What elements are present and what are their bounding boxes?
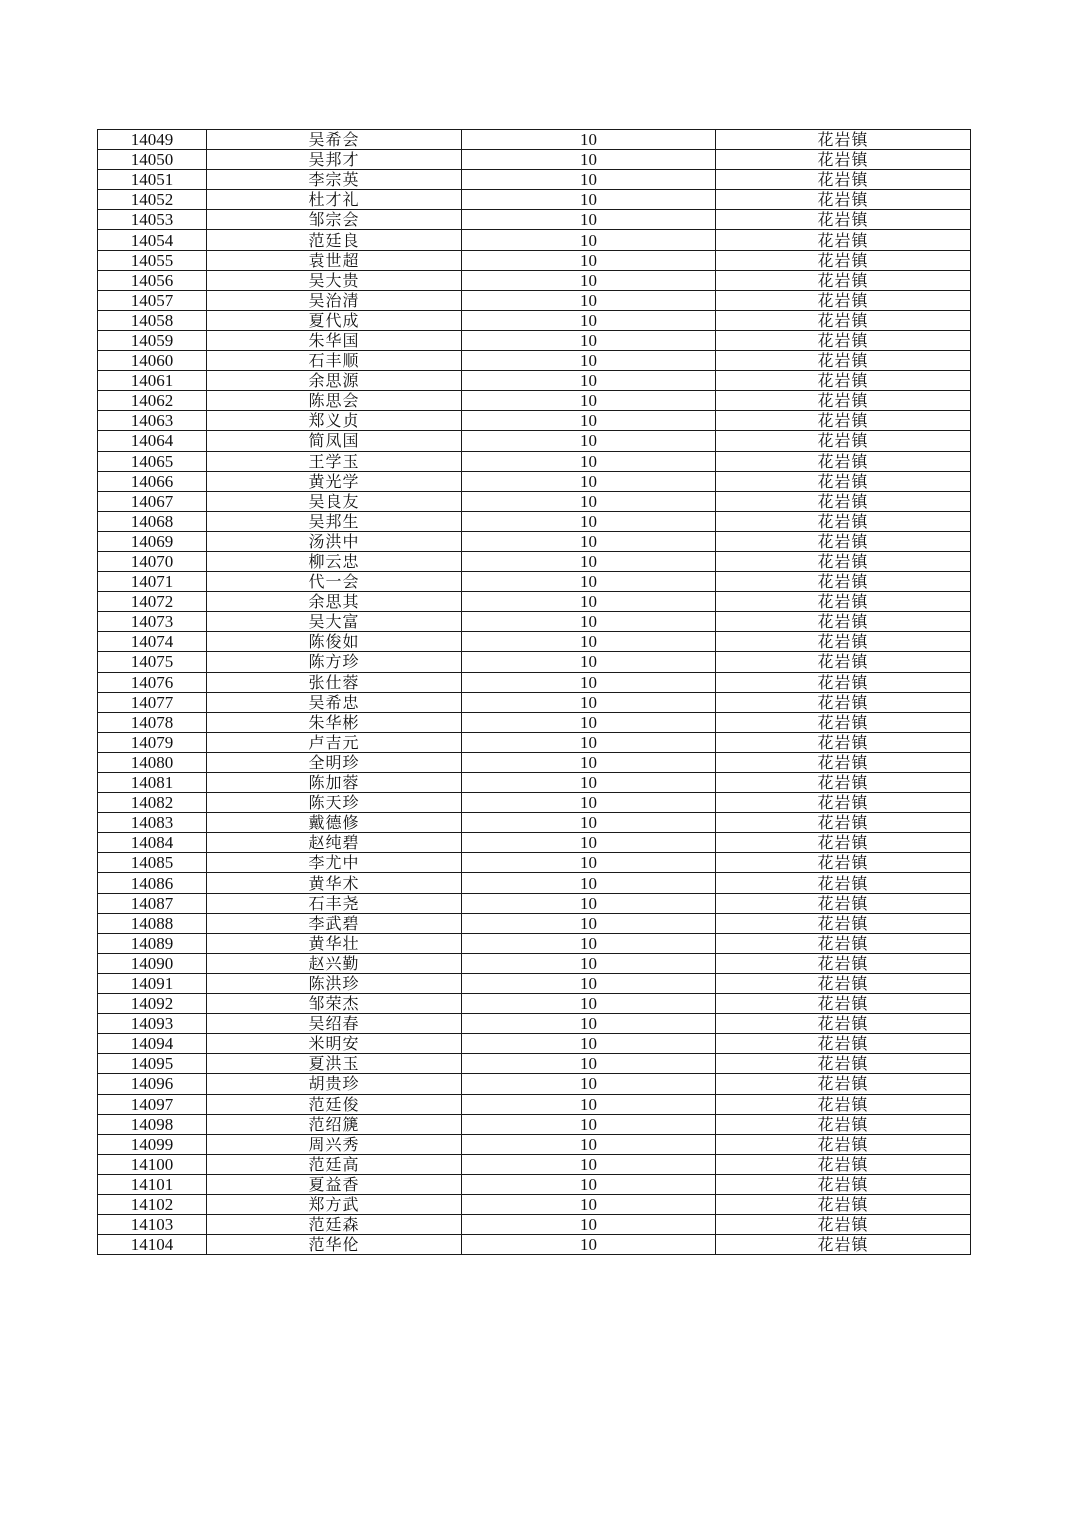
- table-row: [98, 933, 971, 953]
- table-row: [98, 1114, 971, 1134]
- cell-town: 花岩镇: [716, 531, 971, 551]
- cell-town: 花岩镇: [716, 511, 971, 531]
- cell-town: 花岩镇: [716, 471, 971, 491]
- cell-amount: 10: [462, 290, 716, 310]
- table-row: [98, 732, 971, 752]
- table-row: [98, 471, 971, 491]
- cell-name: 吴邦才: [207, 150, 462, 170]
- cell-name: 朱华彬: [207, 712, 462, 732]
- cell-name: 吴大贵: [207, 270, 462, 290]
- cell-town: 花岩镇: [716, 632, 971, 652]
- cell-name: 周兴秀: [207, 1134, 462, 1154]
- cell-town: 花岩镇: [716, 210, 971, 230]
- cell-id: 14060: [98, 351, 207, 371]
- cell-town: 花岩镇: [716, 1174, 971, 1194]
- cell-name: 李武碧: [207, 913, 462, 933]
- cell-town: 花岩镇: [716, 612, 971, 632]
- cell-id: 14061: [98, 371, 207, 391]
- table-row: [98, 1134, 971, 1154]
- cell-name: 戴德修: [207, 813, 462, 833]
- cell-id: 14053: [98, 210, 207, 230]
- cell-id: 14066: [98, 471, 207, 491]
- cell-name: 王学玉: [207, 451, 462, 471]
- table-row: [98, 853, 971, 873]
- cell-amount: 10: [462, 873, 716, 893]
- cell-name: 范廷高: [207, 1154, 462, 1174]
- cell-amount: 10: [462, 1215, 716, 1235]
- table-row: [98, 230, 971, 250]
- cell-amount: 10: [462, 813, 716, 833]
- cell-id: 14099: [98, 1134, 207, 1154]
- cell-name: 黄华术: [207, 873, 462, 893]
- cell-name: 胡贵珍: [207, 1074, 462, 1094]
- cell-amount: 10: [462, 230, 716, 250]
- table-row: [98, 893, 971, 913]
- cell-town: 花岩镇: [716, 773, 971, 793]
- cell-amount: 10: [462, 1235, 716, 1255]
- cell-town: 花岩镇: [716, 1194, 971, 1214]
- cell-name: 石丰顺: [207, 351, 462, 371]
- cell-town: 花岩镇: [716, 1215, 971, 1235]
- cell-id: 14071: [98, 572, 207, 592]
- cell-id: 14058: [98, 310, 207, 330]
- cell-id: 14065: [98, 451, 207, 471]
- cell-amount: 10: [462, 431, 716, 451]
- cell-name: 柳云忠: [207, 551, 462, 571]
- cell-town: 花岩镇: [716, 873, 971, 893]
- cell-id: 14094: [98, 1034, 207, 1054]
- cell-name: 张仕蓉: [207, 672, 462, 692]
- cell-town: 花岩镇: [716, 371, 971, 391]
- cell-amount: 10: [462, 411, 716, 431]
- cell-name: 夏益香: [207, 1174, 462, 1194]
- table-row: [98, 1014, 971, 1034]
- table-row: [98, 994, 971, 1014]
- cell-amount: 10: [462, 250, 716, 270]
- cell-town: 花岩镇: [716, 310, 971, 330]
- cell-amount: 10: [462, 511, 716, 531]
- cell-town: 花岩镇: [716, 752, 971, 772]
- table-row: [98, 1235, 971, 1255]
- cell-town: 花岩镇: [716, 451, 971, 471]
- cell-name: 郑方武: [207, 1194, 462, 1214]
- cell-name: 李尤中: [207, 853, 462, 873]
- cell-name: 卢吉元: [207, 732, 462, 752]
- cell-amount: 10: [462, 1174, 716, 1194]
- cell-name: 黄华壮: [207, 933, 462, 953]
- table-row: [98, 491, 971, 511]
- cell-town: 花岩镇: [716, 130, 971, 150]
- table-row: [98, 1194, 971, 1214]
- cell-name: 袁世超: [207, 250, 462, 270]
- table-row: [98, 371, 971, 391]
- cell-town: 花岩镇: [716, 793, 971, 813]
- cell-town: 花岩镇: [716, 411, 971, 431]
- cell-amount: 10: [462, 893, 716, 913]
- cell-id: 14089: [98, 933, 207, 953]
- cell-town: 花岩镇: [716, 1235, 971, 1255]
- cell-id: 14090: [98, 953, 207, 973]
- cell-amount: 10: [462, 531, 716, 551]
- cell-town: 花岩镇: [716, 230, 971, 250]
- cell-town: 花岩镇: [716, 592, 971, 612]
- table-row: [98, 1034, 971, 1054]
- cell-id: 14055: [98, 250, 207, 270]
- data-table: [97, 129, 971, 1255]
- table-row: [98, 451, 971, 471]
- cell-id: 14104: [98, 1235, 207, 1255]
- cell-name: 陈加蓉: [207, 773, 462, 793]
- cell-town: 花岩镇: [716, 712, 971, 732]
- cell-amount: 10: [462, 994, 716, 1014]
- cell-amount: 10: [462, 953, 716, 973]
- cell-name: 代一会: [207, 572, 462, 592]
- table-row: [98, 1094, 971, 1114]
- table-row: [98, 310, 971, 330]
- cell-name: 杜才礼: [207, 190, 462, 210]
- cell-town: 花岩镇: [716, 431, 971, 451]
- cell-name: 简凤国: [207, 431, 462, 451]
- cell-id: 14076: [98, 672, 207, 692]
- cell-amount: 10: [462, 310, 716, 330]
- cell-name: 余思源: [207, 371, 462, 391]
- cell-id: 14091: [98, 973, 207, 993]
- cell-amount: 10: [462, 672, 716, 692]
- cell-id: 14083: [98, 813, 207, 833]
- cell-amount: 10: [462, 1034, 716, 1054]
- cell-id: 14079: [98, 732, 207, 752]
- cell-town: 花岩镇: [716, 351, 971, 371]
- cell-town: 花岩镇: [716, 1134, 971, 1154]
- cell-town: 花岩镇: [716, 551, 971, 571]
- cell-town: 花岩镇: [716, 913, 971, 933]
- cell-town: 花岩镇: [716, 893, 971, 913]
- cell-amount: 10: [462, 752, 716, 772]
- cell-town: 花岩镇: [716, 732, 971, 752]
- table-row: [98, 672, 971, 692]
- cell-town: 花岩镇: [716, 994, 971, 1014]
- cell-amount: 10: [462, 1134, 716, 1154]
- cell-amount: 10: [462, 1014, 716, 1034]
- cell-id: 14069: [98, 531, 207, 551]
- table-row: [98, 210, 971, 230]
- cell-amount: 10: [462, 612, 716, 632]
- cell-amount: 10: [462, 1194, 716, 1214]
- cell-town: 花岩镇: [716, 853, 971, 873]
- table-row: [98, 551, 971, 571]
- cell-name: 陈天珍: [207, 793, 462, 813]
- cell-town: 花岩镇: [716, 170, 971, 190]
- table-row: [98, 973, 971, 993]
- cell-town: 花岩镇: [716, 250, 971, 270]
- cell-name: 夏代成: [207, 310, 462, 330]
- cell-id: 14081: [98, 773, 207, 793]
- table-row: [98, 632, 971, 652]
- table-row: [98, 511, 971, 531]
- cell-town: 花岩镇: [716, 1094, 971, 1114]
- cell-name: 邹荣杰: [207, 994, 462, 1014]
- table-row: [98, 531, 971, 551]
- cell-town: 花岩镇: [716, 973, 971, 993]
- cell-id: 14074: [98, 632, 207, 652]
- cell-name: 陈思会: [207, 391, 462, 411]
- table-row: [98, 793, 971, 813]
- table-row: [98, 712, 971, 732]
- cell-town: 花岩镇: [716, 1034, 971, 1054]
- cell-name: 余思其: [207, 592, 462, 612]
- cell-town: 花岩镇: [716, 150, 971, 170]
- cell-town: 花岩镇: [716, 1014, 971, 1034]
- table-row: [98, 953, 971, 973]
- cell-town: 花岩镇: [716, 833, 971, 853]
- cell-id: 14103: [98, 1215, 207, 1235]
- cell-name: 吴良友: [207, 491, 462, 511]
- cell-town: 花岩镇: [716, 813, 971, 833]
- cell-town: 花岩镇: [716, 572, 971, 592]
- cell-amount: 10: [462, 150, 716, 170]
- cell-id: 14054: [98, 230, 207, 250]
- cell-name: 米明安: [207, 1034, 462, 1054]
- cell-town: 花岩镇: [716, 652, 971, 672]
- cell-id: 14095: [98, 1054, 207, 1074]
- cell-town: 花岩镇: [716, 692, 971, 712]
- cell-amount: 10: [462, 773, 716, 793]
- table-row: [98, 1154, 971, 1174]
- cell-amount: 10: [462, 712, 716, 732]
- table-row: [98, 873, 971, 893]
- cell-name: 吴大富: [207, 612, 462, 632]
- cell-town: 花岩镇: [716, 491, 971, 511]
- cell-id: 14056: [98, 270, 207, 290]
- table-row: [98, 330, 971, 350]
- cell-id: 14057: [98, 290, 207, 310]
- cell-amount: 10: [462, 1154, 716, 1174]
- cell-id: 14098: [98, 1114, 207, 1134]
- cell-name: 汤洪中: [207, 531, 462, 551]
- table-row: [98, 612, 971, 632]
- cell-id: 14059: [98, 330, 207, 350]
- table-row: [98, 1215, 971, 1235]
- table-row: [98, 130, 971, 150]
- cell-id: 14073: [98, 612, 207, 632]
- cell-name: 范廷森: [207, 1215, 462, 1235]
- cell-town: 花岩镇: [716, 1114, 971, 1134]
- cell-amount: 10: [462, 692, 716, 712]
- cell-amount: 10: [462, 833, 716, 853]
- table-row: [98, 1054, 971, 1074]
- cell-amount: 10: [462, 933, 716, 953]
- cell-town: 花岩镇: [716, 953, 971, 973]
- table-row: [98, 190, 971, 210]
- cell-amount: 10: [462, 1054, 716, 1074]
- cell-amount: 10: [462, 1074, 716, 1094]
- table-row: [98, 290, 971, 310]
- cell-id: 14070: [98, 551, 207, 571]
- cell-name: 吴治清: [207, 290, 462, 310]
- cell-town: 花岩镇: [716, 270, 971, 290]
- cell-amount: 10: [462, 190, 716, 210]
- cell-name: 范廷俊: [207, 1094, 462, 1114]
- cell-id: 14097: [98, 1094, 207, 1114]
- cell-name: 范绍篪: [207, 1114, 462, 1134]
- table-row: [98, 1174, 971, 1194]
- cell-id: 14086: [98, 873, 207, 893]
- cell-town: 花岩镇: [716, 290, 971, 310]
- cell-name: 吴邦生: [207, 511, 462, 531]
- cell-name: 石丰尧: [207, 893, 462, 913]
- cell-name: 朱华国: [207, 330, 462, 350]
- cell-amount: 10: [462, 270, 716, 290]
- cell-town: 花岩镇: [716, 1154, 971, 1174]
- table-row: [98, 752, 971, 772]
- cell-name: 吴希会: [207, 130, 462, 150]
- cell-id: 14092: [98, 994, 207, 1014]
- cell-id: 14067: [98, 491, 207, 511]
- cell-name: 吴希忠: [207, 692, 462, 712]
- cell-id: 14080: [98, 752, 207, 772]
- cell-id: 14100: [98, 1154, 207, 1174]
- cell-town: 花岩镇: [716, 672, 971, 692]
- cell-id: 14096: [98, 1074, 207, 1094]
- cell-id: 14049: [98, 130, 207, 150]
- table-row: [98, 773, 971, 793]
- cell-id: 14077: [98, 692, 207, 712]
- cell-name: 黄光学: [207, 471, 462, 491]
- cell-id: 14084: [98, 833, 207, 853]
- cell-amount: 10: [462, 551, 716, 571]
- cell-id: 14088: [98, 913, 207, 933]
- cell-amount: 10: [462, 170, 716, 190]
- cell-amount: 10: [462, 973, 716, 993]
- cell-name: 范廷良: [207, 230, 462, 250]
- cell-town: 花岩镇: [716, 1074, 971, 1094]
- cell-town: 花岩镇: [716, 330, 971, 350]
- table-row: [98, 913, 971, 933]
- cell-amount: 10: [462, 210, 716, 230]
- table-row: [98, 270, 971, 290]
- table-body: [98, 130, 971, 1255]
- cell-town: 花岩镇: [716, 190, 971, 210]
- cell-name: 夏洪玉: [207, 1054, 462, 1074]
- cell-name: 李宗英: [207, 170, 462, 190]
- cell-id: 14063: [98, 411, 207, 431]
- cell-id: 14052: [98, 190, 207, 210]
- table-row: [98, 572, 971, 592]
- cell-amount: 10: [462, 793, 716, 813]
- table-row: [98, 431, 971, 451]
- cell-id: 14093: [98, 1014, 207, 1034]
- cell-id: 14075: [98, 652, 207, 672]
- cell-id: 14064: [98, 431, 207, 451]
- table-row: [98, 351, 971, 371]
- cell-amount: 10: [462, 491, 716, 511]
- table-row: [98, 1074, 971, 1094]
- cell-name: 陈俊如: [207, 632, 462, 652]
- table-row: [98, 692, 971, 712]
- cell-id: 14087: [98, 893, 207, 913]
- cell-name: 吴绍春: [207, 1014, 462, 1034]
- cell-id: 14072: [98, 592, 207, 612]
- cell-id: 14101: [98, 1174, 207, 1194]
- table-row: [98, 250, 971, 270]
- cell-id: 14085: [98, 853, 207, 873]
- cell-id: 14062: [98, 391, 207, 411]
- cell-town: 花岩镇: [716, 1054, 971, 1074]
- cell-amount: 10: [462, 732, 716, 752]
- cell-id: 14078: [98, 712, 207, 732]
- cell-amount: 10: [462, 1114, 716, 1134]
- cell-amount: 10: [462, 451, 716, 471]
- table-row: [98, 813, 971, 833]
- table-row: [98, 833, 971, 853]
- cell-town: 花岩镇: [716, 391, 971, 411]
- cell-name: 陈方珍: [207, 652, 462, 672]
- cell-town: 花岩镇: [716, 933, 971, 953]
- cell-id: 14102: [98, 1194, 207, 1214]
- cell-id: 14068: [98, 511, 207, 531]
- cell-id: 14051: [98, 170, 207, 190]
- cell-name: 赵兴勤: [207, 953, 462, 973]
- table-row: [98, 170, 971, 190]
- cell-amount: 10: [462, 130, 716, 150]
- cell-name: 陈洪珍: [207, 973, 462, 993]
- cell-name: 邹宗会: [207, 210, 462, 230]
- cell-amount: 10: [462, 913, 716, 933]
- cell-amount: 10: [462, 592, 716, 612]
- cell-id: 14082: [98, 793, 207, 813]
- cell-amount: 10: [462, 632, 716, 652]
- cell-amount: 10: [462, 391, 716, 411]
- cell-amount: 10: [462, 652, 716, 672]
- cell-name: 郑义贞: [207, 411, 462, 431]
- table-row: [98, 150, 971, 170]
- cell-amount: 10: [462, 1094, 716, 1114]
- cell-id: 14050: [98, 150, 207, 170]
- cell-name: 全明珍: [207, 752, 462, 772]
- table-row: [98, 391, 971, 411]
- cell-name: 赵纯碧: [207, 833, 462, 853]
- cell-amount: 10: [462, 330, 716, 350]
- table-row: [98, 652, 971, 672]
- cell-amount: 10: [462, 572, 716, 592]
- table-row: [98, 411, 971, 431]
- cell-amount: 10: [462, 853, 716, 873]
- cell-name: 范华伦: [207, 1235, 462, 1255]
- cell-amount: 10: [462, 351, 716, 371]
- table-row: [98, 592, 971, 612]
- cell-amount: 10: [462, 371, 716, 391]
- cell-amount: 10: [462, 471, 716, 491]
